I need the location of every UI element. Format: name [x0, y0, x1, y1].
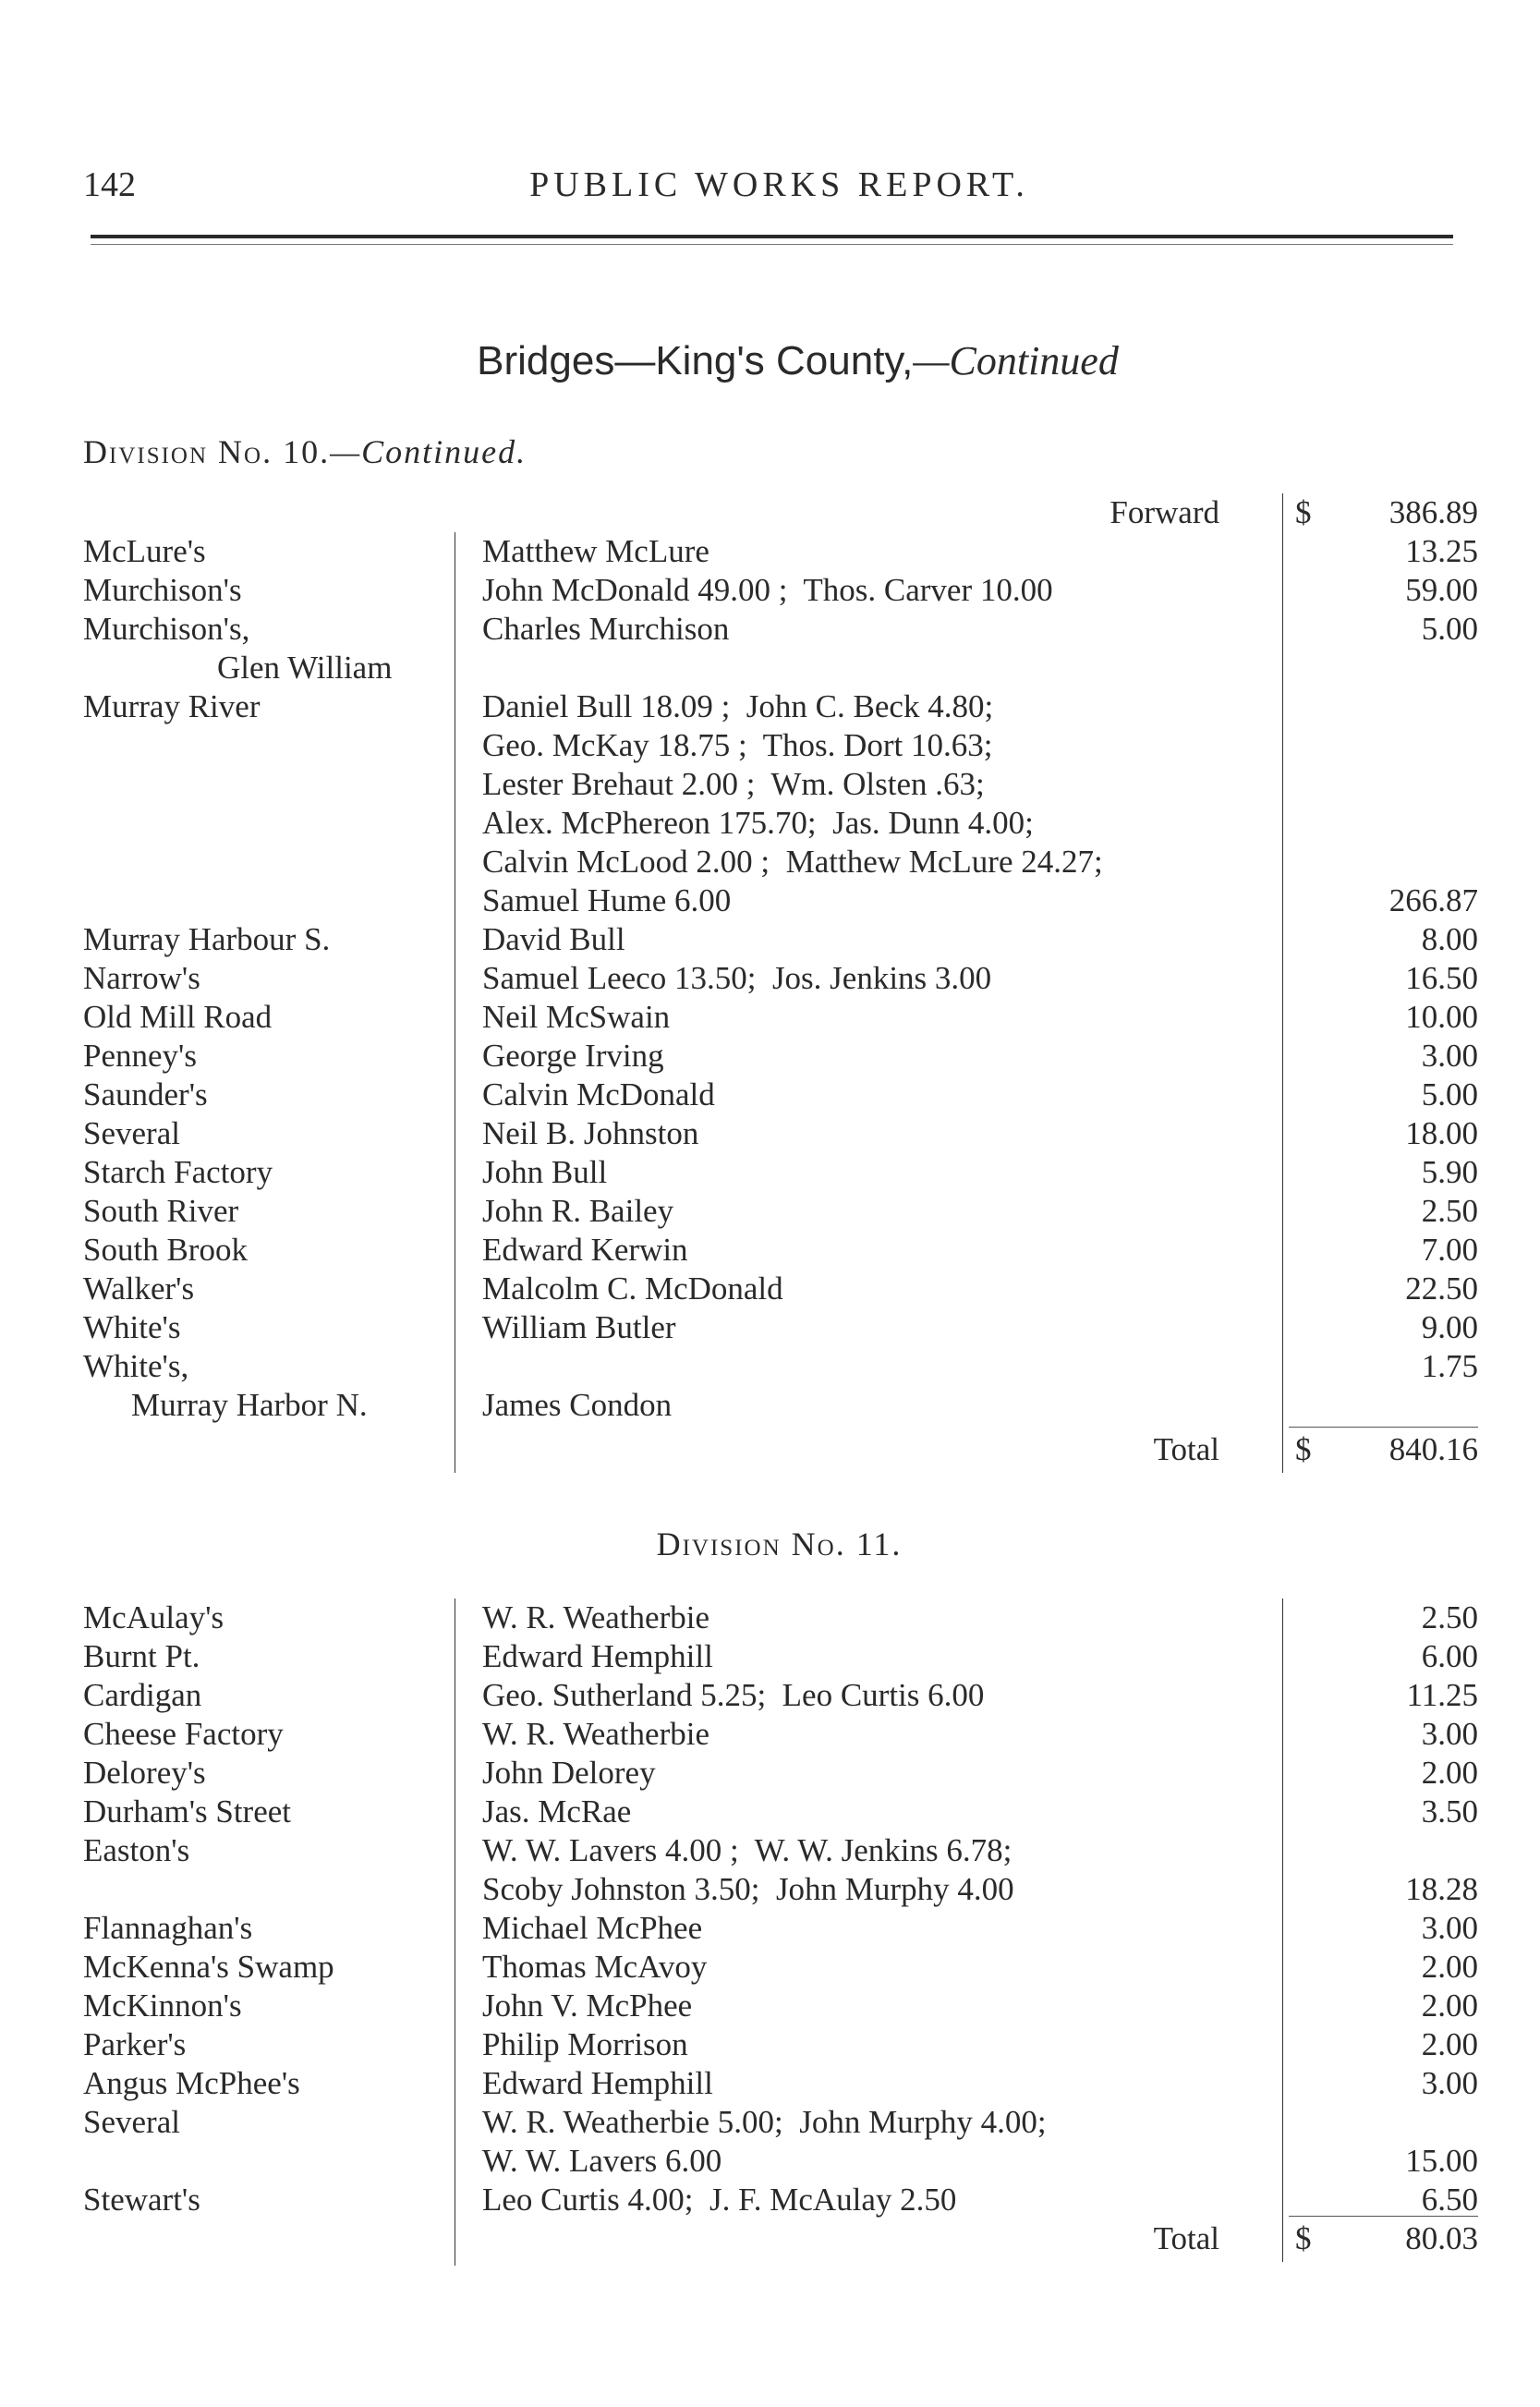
division-number: 11. — [855, 1526, 903, 1562]
place-name: Durham's Street — [83, 1793, 292, 1830]
forward-label: Forward — [1110, 494, 1219, 530]
amount: 3.00 — [1421, 1716, 1478, 1752]
table-row — [83, 843, 1478, 881]
table-row — [83, 1715, 1478, 1754]
total-rule — [1289, 2216, 1478, 2217]
table-row — [83, 1270, 1478, 1308]
place-name: Penney's — [83, 1038, 197, 1074]
amount: 5.00 — [1421, 1076, 1478, 1112]
total-dollar: $ — [1295, 2220, 1312, 2256]
table-row — [83, 1076, 1478, 1114]
header-rule — [91, 235, 1453, 238]
amount: 18.00 — [1405, 1115, 1478, 1151]
place-name: McKinnon's — [83, 1988, 242, 2024]
payee-names: Malcolm C. McDonald — [482, 1270, 783, 1307]
place-name: Several — [83, 1115, 180, 1151]
place-name: White's — [83, 1309, 181, 1345]
place-name: South Brook — [83, 1232, 248, 1268]
table-row — [83, 1676, 1478, 1715]
division-11-table — [83, 1599, 1478, 2273]
payee-names: Philip Morrison — [482, 2026, 688, 2062]
payee-names: Neil B. Johnston — [482, 1115, 699, 1151]
division-11-heading — [0, 1525, 1540, 1563]
amount: 13.25 — [1405, 533, 1478, 569]
place-name: Old Mill Road — [83, 999, 273, 1035]
payee-names: David Bull — [482, 921, 625, 957]
place-name: McAulay's — [83, 1599, 224, 1635]
table-row — [83, 1948, 1478, 1987]
amount: 266.87 — [1388, 882, 1478, 918]
place-name: McLure's — [83, 533, 206, 569]
table-row — [83, 1308, 1478, 1347]
payee-names: Charles Murchison — [482, 611, 730, 647]
place-name: South River — [83, 1193, 239, 1229]
place-name: Murray Harbor N. — [131, 1387, 368, 1423]
table-row — [83, 1599, 1478, 1637]
payee-names: W. W. Lavers 6.00 — [482, 2143, 722, 2179]
running-title: PUBLIC WORKS REPORT. — [529, 165, 1029, 204]
payee-names: W. R. Weatherbie — [482, 1599, 710, 1635]
payee-names: Matthew McLure — [482, 533, 709, 569]
amount: 2.50 — [1421, 1193, 1478, 1229]
payee-names: John R. Bailey — [482, 1193, 674, 1229]
amount: 3.50 — [1421, 1793, 1478, 1830]
payee-names: John V. McPhee — [482, 1988, 693, 2024]
payee-names: Calvin McLood 2.00 ; Matthew McLure 24.27; — [482, 844, 1103, 880]
amount: 2.00 — [1421, 2026, 1478, 2062]
amount: 6.50 — [1421, 2182, 1478, 2218]
section-title-continued: —Continued — [913, 338, 1119, 383]
table-row — [83, 1909, 1478, 1948]
table-row — [83, 1831, 1478, 1870]
place-name: Murchison's, — [83, 611, 250, 647]
place-name: Delorey's — [83, 1755, 206, 1791]
amount: 3.00 — [1421, 2065, 1478, 2101]
table-row — [83, 571, 1478, 610]
table-row — [83, 2181, 1478, 2219]
header-rule-thin — [91, 244, 1453, 245]
payee-names: Alex. McPhereon 175.70; Jas. Dunn 4.00; — [482, 805, 1034, 841]
payee-names: W. W. Lavers 4.00 ; W. W. Jenkins 6.78; — [482, 1832, 1013, 1868]
amount: 8.00 — [1421, 921, 1478, 957]
place-name: Burnt Pt. — [83, 1638, 200, 1674]
total-label: Total — [1153, 2220, 1219, 2256]
amount: 18.28 — [1405, 1871, 1478, 1907]
table-row — [83, 920, 1478, 959]
division-10-table — [83, 493, 1478, 1482]
payee-names: Edward Hemphill — [482, 2065, 713, 2101]
amount: 7.00 — [1421, 1232, 1478, 1268]
total-rule — [1289, 1427, 1478, 1428]
place-name: Stewart's — [83, 2182, 200, 2218]
column-rule-right — [1282, 1599, 1283, 2262]
amount: 10.00 — [1405, 999, 1478, 1035]
place-name: Glen William — [217, 650, 393, 686]
place-name: Murray River — [83, 688, 261, 724]
table-row — [83, 1114, 1478, 1153]
total-label: Total — [1153, 1431, 1219, 1467]
amount: 1.75 — [1421, 1348, 1478, 1384]
table-row — [83, 1637, 1478, 1676]
payee-names: John Bull — [482, 1154, 608, 1190]
amount: 2.00 — [1421, 1949, 1478, 1985]
payee-names: Neil McSwain — [482, 999, 671, 1035]
table-row — [83, 726, 1478, 765]
place-name: Walker's — [83, 1270, 195, 1307]
table-row — [83, 2142, 1478, 2181]
table-row — [83, 1870, 1478, 1909]
payee-names: W. R. Weatherbie — [482, 1716, 710, 1752]
payee-names: Geo. Sutherland 5.25; Leo Curtis 6.00 — [482, 1677, 985, 1713]
amount: 2.50 — [1421, 1599, 1478, 1635]
division-10-heading — [83, 432, 527, 471]
amount: 6.00 — [1421, 1638, 1478, 1674]
payee-names: Edward Hemphill — [482, 1638, 713, 1674]
table-row — [83, 998, 1478, 1037]
division-heading-label: Division No. — [656, 1526, 846, 1562]
amount: 16.50 — [1405, 960, 1478, 996]
payee-names: James Condon — [482, 1387, 673, 1423]
payee-names: William Butler — [482, 1309, 676, 1345]
place-name: Murchison's — [83, 572, 242, 608]
table-row — [83, 1754, 1478, 1793]
section-title-text: Bridges—King's County, — [477, 338, 914, 383]
payee-names: Calvin McDonald — [482, 1076, 715, 1112]
division-heading-label: Division No. — [83, 433, 273, 470]
payee-names: Thomas McAvoy — [482, 1949, 708, 1985]
place-name: Flannaghan's — [83, 1910, 253, 1946]
amount: 9.00 — [1421, 1309, 1478, 1345]
total-dollar: $ — [1295, 1431, 1312, 1467]
payee-names: John McDonald 49.00 ; Thos. Carver 10.00 — [482, 572, 1053, 608]
amount: 22.50 — [1405, 1270, 1478, 1307]
amount: 5.90 — [1421, 1154, 1478, 1190]
place-name: White's, — [83, 1348, 189, 1384]
place-name: Cheese Factory — [83, 1716, 284, 1752]
place-name: Angus McPhee's — [83, 2065, 300, 2101]
amount: 5.00 — [1421, 611, 1478, 647]
forward-dollar: $ — [1295, 494, 1312, 530]
place-name: Saunder's — [83, 1076, 208, 1112]
amount: 15.00 — [1405, 2143, 1478, 2179]
place-name: Easton's — [83, 1832, 190, 1868]
total-row — [83, 2219, 1478, 2258]
table-row — [83, 610, 1478, 649]
page-number: 142 — [83, 165, 136, 204]
table-row — [83, 1231, 1478, 1270]
payee-names: Scoby Johnston 3.50; John Murphy 4.00 — [482, 1871, 1014, 1907]
table-row — [83, 1037, 1478, 1076]
table-row — [83, 804, 1478, 843]
table-row — [83, 881, 1478, 920]
table-row — [83, 1386, 1478, 1425]
forward-amount: 386.89 — [1388, 494, 1478, 530]
table-row — [83, 1192, 1478, 1231]
place-name: Starch Factory — [83, 1154, 273, 1190]
table-row — [83, 959, 1478, 998]
place-name: Several — [83, 2104, 180, 2140]
table-row — [83, 2064, 1478, 2103]
total-amount: 840.16 — [1388, 1431, 1478, 1467]
column-rule-right — [1282, 493, 1283, 1473]
total-row — [83, 1430, 1478, 1469]
table-row — [83, 649, 1478, 687]
table-row — [83, 1347, 1478, 1386]
division-continued: —Continued. — [330, 433, 527, 470]
table-row — [83, 1153, 1478, 1192]
table-row — [83, 532, 1478, 571]
table-row — [83, 1793, 1478, 1831]
table-row — [83, 2103, 1478, 2142]
payee-names: George Irving — [482, 1038, 664, 1074]
payee-names: Michael McPhee — [482, 1910, 703, 1946]
place-name: Cardigan — [83, 1677, 202, 1713]
place-name: Murray Harbour S. — [83, 921, 331, 957]
place-name: McKenna's Swamp — [83, 1949, 334, 1985]
division-number: 10. — [283, 433, 331, 470]
payee-names: Geo. McKay 18.75 ; Thos. Dort 10.63; — [482, 727, 993, 763]
payee-names: Daniel Bull 18.09 ; John C. Beck 4.80; — [482, 688, 994, 724]
section-title — [0, 337, 1540, 384]
amount: 3.00 — [1421, 1038, 1478, 1074]
payee-names: Lester Brehaut 2.00 ; Wm. Olsten .63; — [482, 766, 985, 802]
payee-names: Samuel Hume 6.00 — [482, 882, 732, 918]
table-row — [83, 687, 1478, 726]
amount: 11.25 — [1406, 1677, 1478, 1713]
payee-names: John Delorey — [482, 1755, 656, 1791]
total-amount: 80.03 — [1405, 2220, 1478, 2256]
amount: 59.00 — [1405, 572, 1478, 608]
payee-names: Jas. McRae — [482, 1793, 632, 1830]
table-row — [83, 1987, 1478, 2025]
payee-names: Edward Kerwin — [482, 1232, 688, 1268]
payee-names: Samuel Leeco 13.50; Jos. Jenkins 3.00 — [482, 960, 992, 996]
table-row — [83, 765, 1478, 804]
payee-names: Leo Curtis 4.00; J. F. McAulay 2.50 — [482, 2182, 957, 2218]
amount: 3.00 — [1421, 1910, 1478, 1946]
amount: 2.00 — [1421, 1755, 1478, 1791]
amount: 2.00 — [1421, 1988, 1478, 2024]
place-name: Parker's — [83, 2026, 187, 2062]
table-row — [83, 2025, 1478, 2064]
payee-names: W. R. Weatherbie 5.00; John Murphy 4.00; — [482, 2104, 1047, 2140]
place-name: Narrow's — [83, 960, 200, 996]
forward-row — [83, 493, 1478, 532]
